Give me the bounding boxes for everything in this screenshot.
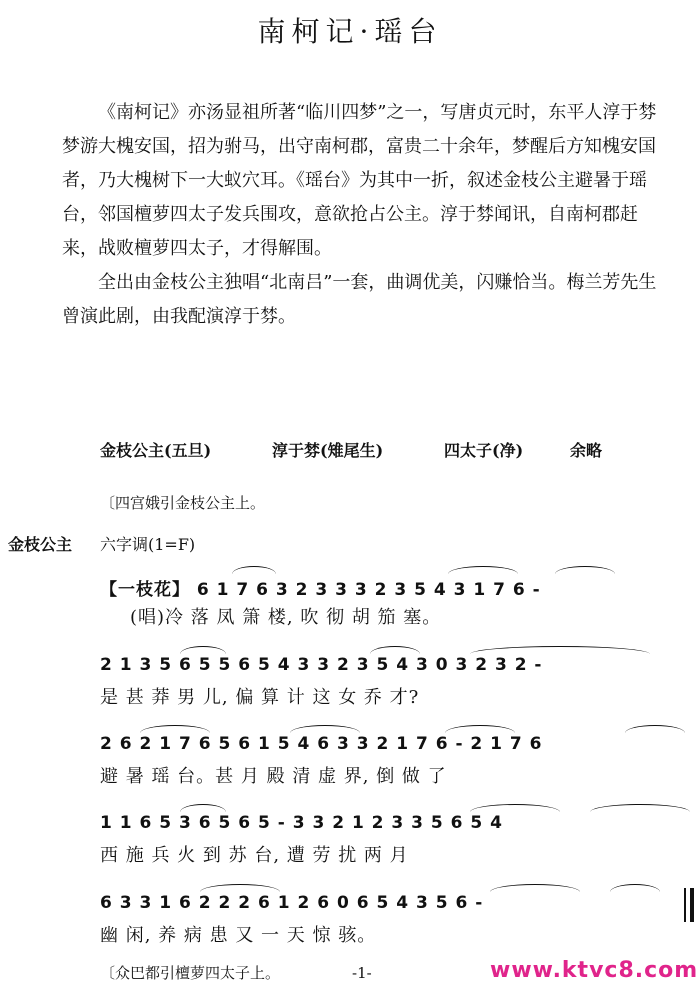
key-signature: 六字调(1=F) (100, 535, 196, 554)
score-notes-5: 6 3 3 1 6 2 2 2 6 1 2 6 0 6 5 4 3 5 6 - (100, 893, 484, 913)
stage-direction-2: 〔众巴都引檀萝四太子上。 (100, 964, 281, 982)
intro-paragraph-2: 全出由金枝公主独唱“北南吕”一套，曲调优美，闪赚恰当。梅兰芳先生曾演此剧，由我配演淳于棼。 (62, 272, 657, 327)
slur-arc (140, 725, 210, 733)
site-watermark: www.ktvc8.com (490, 958, 699, 983)
stage-direction-1: 〔四宫娥引金枝公主上。 (100, 494, 266, 512)
slur-arc (470, 646, 650, 654)
slur-arc (470, 804, 560, 812)
intro-text (62, 96, 662, 334)
score-notes-4: 1 1 6 5 3 6 5 6 5 - 3 3 2 1 2 3 3 5 6 5 4 (100, 813, 503, 833)
slur-arc (490, 884, 580, 892)
slur-arc (290, 725, 360, 733)
page-number: -1- (352, 964, 372, 982)
slur-arc (448, 566, 518, 574)
score-lyrics-1: (唱)冷 落 凤 箫 楼, 吹 彻 胡 笳 塞。 (130, 607, 442, 628)
slur-arc (200, 884, 280, 892)
slur-arc (232, 566, 276, 574)
slur-arc (625, 725, 685, 733)
score-notes-3: 2 6 2 1 7 6 5 6 1 5 4 6 3 3 2 1 7 6 - 2 1 7 6 (100, 734, 543, 754)
score-lyrics-2: 是 甚 莽 男 儿, 偏 算 计 这 女 乔 才? (100, 687, 420, 708)
intro-paragraph-1: 《南柯记》亦汤显祖所著“临川四梦”之一，写唐贞元时，东平人淳于棼梦游大槐安国，招为驸马，出守南柯郡，富贵二十余年，梦醒后方知槐安国者，乃大槐树下一大蚁穴耳。《瑶台》为其中一折，叙述金枝公主避暑于瑶台，邻国檀萝四太子发兵围攻，意欲抢占公主。淳于棼闻讯，自南柯郡赶来，战败檀萝四太子，才得解围。 (62, 102, 657, 259)
slur-arc (555, 566, 615, 574)
cast-4: 余略 (570, 441, 603, 460)
cast-2: 淳于棼(雉尾生) (272, 441, 384, 460)
role-label: 金枝公主 (8, 535, 73, 554)
slur-arc (180, 646, 226, 654)
score-notes-2: 2 1 3 5 6 5 5 6 5 4 3 3 2 3 5 4 3 0 3 2 3 2 - (100, 655, 543, 675)
cast-3: 四太子(净) (444, 441, 524, 460)
slur-arc (180, 804, 226, 812)
bar-line (684, 888, 686, 922)
score-notes-1: 【一枝花】 6 1 7 6 3 2 3 3 3 2 3 5 4 3 1 7 6 - (100, 580, 541, 600)
final-bar-line (690, 888, 694, 922)
slur-arc (590, 804, 690, 812)
slur-arc (445, 725, 515, 733)
slur-arc (370, 646, 420, 654)
score-lyrics-5: 幽 闲, 养 病 患 又 一 天 惊 骇。 (100, 925, 377, 946)
score-lyrics-4: 西 施 兵 火 到 苏 台, 遭 劳 扰 两 月 (100, 845, 409, 866)
cast-1: 金枝公主(五旦) (100, 441, 212, 460)
page-title: 南柯记·瑶台 (257, 15, 443, 48)
slur-arc (610, 884, 660, 892)
score-lyrics-3: 避 暑 瑶 台。甚 月 殿 清 虚 界, 倒 做 了 (100, 766, 447, 787)
